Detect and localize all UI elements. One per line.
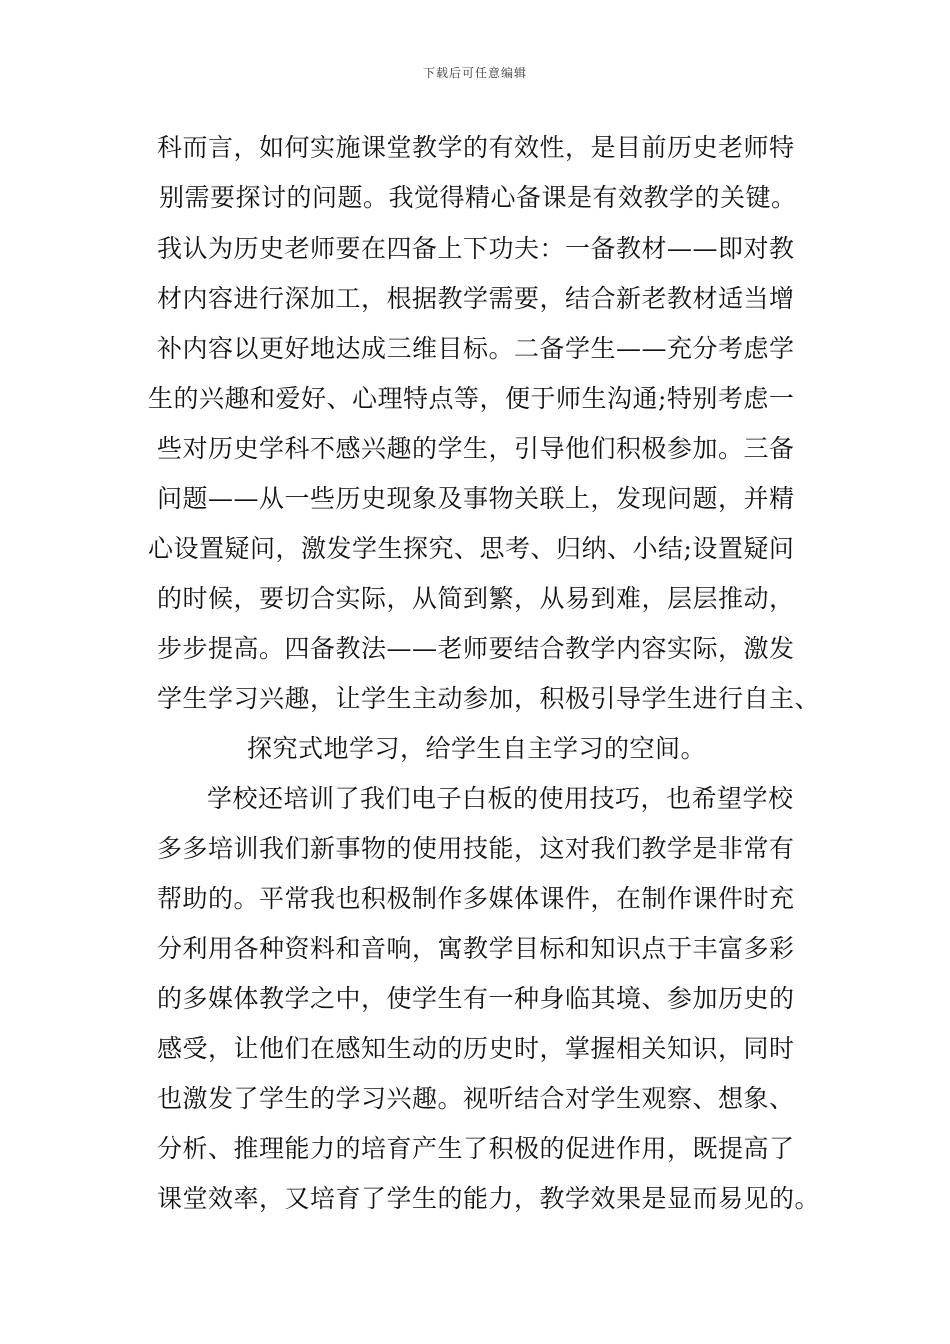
text-line: 生的兴趣和爱好、心理特点等，便于师生沟通;特别考虑一 (148, 384, 795, 413)
text-line: 多多培训我们新事物的使用技能，这对我们教学是非常有 (157, 834, 795, 863)
text-line: 补内容以更好地达成三维目标。二备学生——充分考虑学 (157, 334, 795, 363)
text-line: 学校还培训了我们电子白板的使用技巧，也希望学校 (207, 784, 794, 813)
text-line: 我认为历史老师要在四备上下功夫：一备教材——即对教 (157, 234, 795, 263)
text-line: 别需要探讨的问题。我觉得精心备课是有效教学的关键。 (159, 183, 797, 212)
text-line: 也激发了学生的学习兴趣。视听结合对学生观察、想象、 (157, 1084, 795, 1113)
text-line: 感受，让他们在感知生动的历史时，掌握相关知识，同时 (157, 1034, 795, 1063)
text-line: 分析、推理能力的培育产生了积极的促进作用，既提高了 (157, 1134, 795, 1163)
text-line: 的多媒体教学之中，使学生有一种身临其境、参加历史的 (157, 984, 795, 1013)
text-line: 课堂效率，又培育了学生的能力，教学效果是显而易见的。 (157, 1184, 821, 1213)
text-line: 问题——从一些历史现象及事物关联上，发现问题，并精 (157, 484, 795, 513)
text-line: 探究式地学习，给学生自主学习的空间。 (247, 734, 707, 763)
text-line: 学生学习兴趣，让学生主动参加，积极引导学生进行自主、 (157, 684, 821, 713)
text-line: 步步提高。四备教法——老师要结合教学内容实际，激发 (157, 634, 795, 663)
text-line: 帮助的。平常我也积极制作多媒体课件，在制作课件时充 (157, 884, 795, 913)
text-line: 些对历史学科不感兴趣的学生，引导他们积极参加。三备 (157, 434, 795, 463)
text-line: 的时候，要切合实际，从简到繁，从易到难，层层推动， (157, 584, 795, 613)
text-line: 分利用各种资料和音响，寓教学目标和知识点于丰富多彩 (157, 934, 795, 963)
page-header: 下载后可任意编辑 (422, 66, 527, 80)
text-line: 材内容进行深加工，根据教学需要，结合新老教材适当增 (157, 284, 795, 313)
text-line: 心设置疑问，激发学生探究、思考、归纳、小结;设置疑问 (148, 534, 795, 563)
text-line: 科而言，如何实施课堂教学的有效性，是目前历史老师特 (157, 133, 795, 162)
